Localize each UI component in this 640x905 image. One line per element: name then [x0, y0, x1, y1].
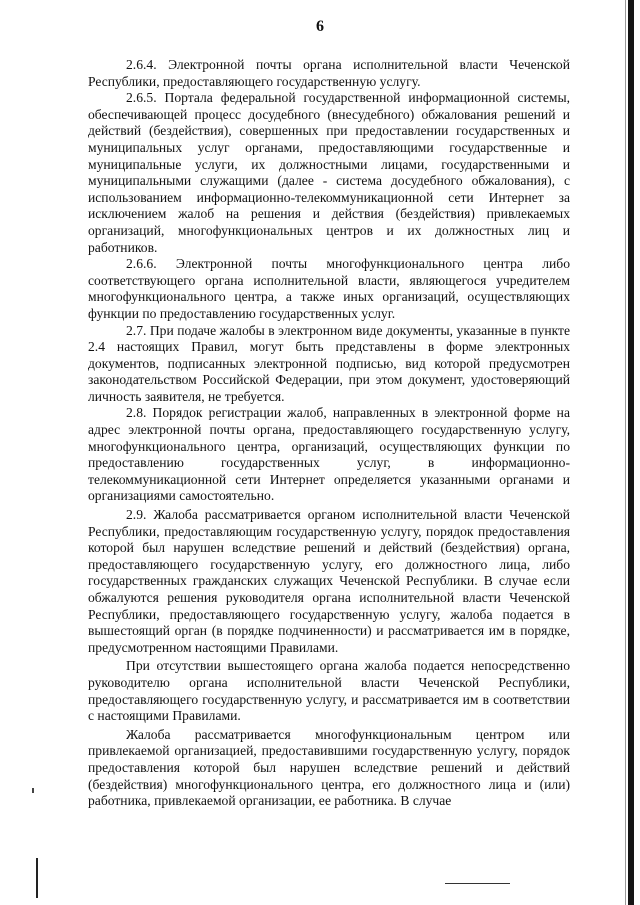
scan-edge-shadow: [628, 0, 634, 905]
margin-mark: [32, 788, 34, 793]
page-number: 6: [316, 18, 324, 35]
paragraph-2-7: 2.7. При подаче жалобы в электронном виде документы, указанные в пункте 2.4 настоящих Правил, могут быть представлены в форме электронных документов, подписанных электронной подписью, вид которой предусмотрен законодательством Российской Федерации, при этом документ, удостоверяющий личность заявителя, не требуется.: [88, 322, 570, 404]
paragraph-2-6-4: 2.6.4. Электронной почты органа исполнительной власти Чеченской Республики, предоставляющего государственную услугу.: [88, 57, 570, 89]
document-body: [88, 57, 570, 810]
paragraph-2-6-6: 2.6.6. Электронной почты многофункционального центра либо соответствующего органа исполнительной власти, являющегося учредителем многофункционального центра, а также иных организаций, осуществляющих функции по предоставлению государственных услуг.: [88, 256, 570, 321]
scan-edge-line: [625, 0, 626, 905]
paragraph-no-superior: При отсутствии вышестоящего органа жалоба подается непосредственно руководителю органа исполнительной власти Чеченской Республики, предоставляющего государственную услугу, и рассматривается им в соответствии с настоящими Правилами.: [88, 658, 570, 724]
paragraph-2-8: 2.8. Порядок регистрации жалоб, направленных в электронной форме на адрес электронной почты органа, предоставляющего государственную услугу, многофункционального центра, организаций, осуществляющих функции по предоставлению государственных услуг, в информационно-телекоммуникационной сети Интернет определяется указанными органами и организациями самостоятельно.: [88, 405, 570, 504]
paragraph-2-6-5: 2.6.5. Портала федеральной государственной информационной системы, обеспечивающей процесс досудебного (внесудебного) обжалования решений и действий (бездействия), совершенных при предоставлении государственных и муниципальных услуг органами, предоставляющими государственные и муниципальные услуги, их должностными лицами, государственными и муниципальными служащими (далее - система досудебного обжалования), с использованием информационно-телекоммуникационной сети Интернет за исключением жалоб на решения и действия (бездействия) привлекаемых организаций, многофункциональных центров и их должностных лиц и работников.: [88, 90, 570, 255]
footer-rule: [445, 883, 510, 884]
paragraph-2-9: 2.9. Жалоба рассматривается органом исполнительной власти Чеченской Республики, предоставляющим государственную услугу, порядок предоставления которой был нарушен вследствие решений и действий (бездействия) органа, предоставляющего государственную услугу, его должностного лица, либо государственных гражданских служащих Чеченской Республики. В случае если обжалуются решения руководителя органа исполнительной власти Чеченской Республики, предоставляющего государственную услугу, жалоба подается в вышестоящий орган (в порядке подчиненности) и рассматривается им в порядке, предусмотренном настоящими Правилами.: [88, 507, 570, 655]
margin-tick: [36, 858, 38, 898]
paragraph-mfc-complaint: Жалоба рассматривается многофункциональным центром или привлекаемой организацией, предоставившими государственную услугу, порядок предоставления которой был нарушен вследствие решений и действий (бездействия) многофункционального центра, его должностного лица и (или) работника, привлекаемой организации, ее работника. В случае: [88, 726, 570, 809]
